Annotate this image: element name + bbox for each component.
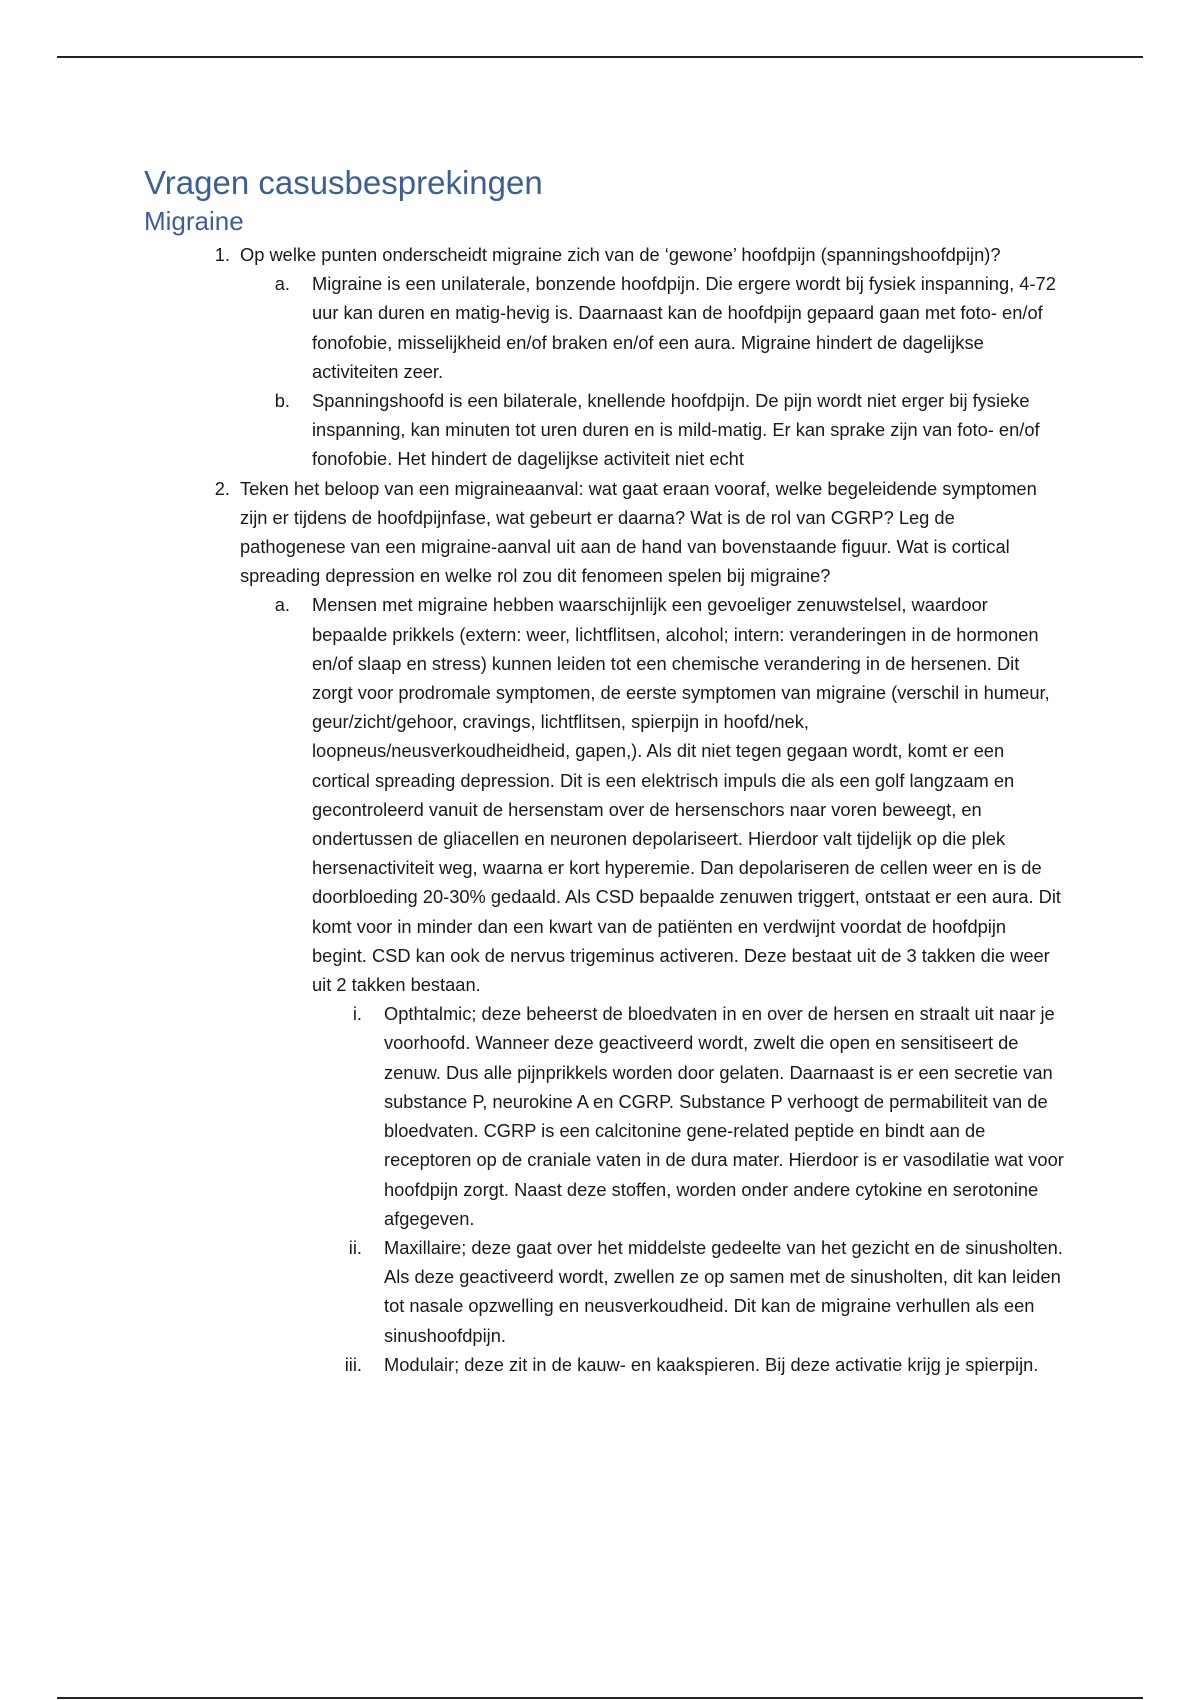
subitem xyxy=(312,999,1064,1233)
subitem-marker: i. xyxy=(352,1003,362,1025)
subitem-list xyxy=(240,999,1064,1379)
answer-text: Migraine is een unilaterale, bonzende hoofdpijn. Die ergere wordt bij fysiek inspanning, 4-72 uur kan duren en matig-hevig is. Daarnaast kan de hoofdpijn gepaard gaan met foto- en/of fonofobie, misselijkheid en/of braken en/of een aura. Migraine hindert de dagelijkse activiteiten zeer. xyxy=(312,273,1056,382)
answer-list xyxy=(144,269,1064,473)
document-content xyxy=(144,162,1064,1379)
answer-marker: b. xyxy=(274,390,290,412)
answer-item xyxy=(240,590,1064,999)
question-text: Op welke punten onderscheidt migraine zich van de ‘gewone’ hoofdpijn (spanningshoofdpijn)? xyxy=(240,244,1001,265)
question-item xyxy=(144,240,1064,269)
answer-list xyxy=(144,590,1064,1378)
subitem xyxy=(312,1350,1064,1379)
question-list xyxy=(144,240,1064,1379)
answer-item xyxy=(240,386,1064,474)
document-title: Vragen casusbesprekingen xyxy=(144,164,543,201)
question-number: 1. xyxy=(214,244,230,265)
footer-rule xyxy=(57,1697,1143,1699)
subitem-text: Maxillaire; deze gaat over het middelste gedeelte van het gezicht en de sinusholten. Als deze geactiveerd wordt, zwellen ze op samen met de sinusholten, dit kan leiden tot nasale opzwelling en neusverkoudheid. Dit kan de migraine verhullen als een sinushoofdpijn. xyxy=(384,1236,1063,1346)
subitem-text: Modulair; deze zit in de kauw- en kaakspieren. Bij deze activatie krijg je spierpijn. xyxy=(384,1353,1039,1375)
question-item xyxy=(144,474,1064,591)
answer-item xyxy=(240,269,1064,386)
answer-marker: a. xyxy=(274,594,290,616)
header-rule xyxy=(57,56,1143,58)
section-heading: Migraine xyxy=(144,206,244,236)
answer-marker: a. xyxy=(274,273,290,295)
subitem-text: Opthtalmic; deze beheerst de bloedvaten in en over de hersen en straalt uit naar je voorhoofd. Wanneer deze geactiveerd wordt, zwelt die open en sensitiseert de zenuw. Dus alle pijnprikkels worden door gelaten. Daarnaast is er een secretie van substance P, neurokine A en CGRP. Substance P verhoogt de permabiliteit van de bloedvaten. CGRP is een calcitonine gene-related peptide en bindt aan de receptoren op de craniale vaten in de dura mater. Hierdoor is er vasodilatie wat voor hoofdpijn zorgt. Naast deze stoffen, worden onder andere cytokine en serotonine afgegeven. xyxy=(384,1003,1064,1229)
answer-text: Mensen met migraine hebben waarschijnlijk een gevoeliger zenuwstelsel, waardoor bepaalde prikkels (extern: weer, lichtflitsen, alcohol; intern: veranderingen in de hormonen en/of slaap en stress) kunnen leiden tot een chemische verandering in de hersenen. Dit zorgt voor prodromale symptomen, de eerste symptomen van migraine (verschil in humeur, geur/zicht/gehoor, cravings, lichtflitsen, spierpijn in hoofd/nek, loopneus/neusverkoudheidheid, gapen,). Als dit niet tegen gegaan wordt, komt er een cortical spreading depression. Dit is een elektrisch impuls die als een golf langzaam en gecontroleerd vanuit de hersenstam over de hersenschors naar voren beweegt, en ondertussen de gliacellen en neuronen depolariseert. Hierdoor valt tijdelijk op die plek hersenactiviteit weg, waarna er kort hyperemie. Dan depolariseren de cellen weer en is de doorbloeding 20-30% gedaald. Als CSD bepaalde zenuwen triggert, ontstaat er een aura. Dit komt voor in minder dan een kwart van de patiënten en verdwijnt voordat de hoofdpijn begint. CSD kan ook de nervus trigeminus activeren. Deze bestaat uit de 3 takken die weer uit 2 takken bestaan. xyxy=(312,594,1062,996)
subitem xyxy=(312,1233,1064,1350)
subitem-marker: iii. xyxy=(344,1353,362,1375)
subitem-marker: ii. xyxy=(348,1236,362,1258)
question-text: Teken het beloop van een migraineaanval: wat gaat eraan vooraf, welke begeleidende symptomen zijn er tijdens de hoofdpijnfase, wat gebeurt er daarna? Wat is de rol van CGRP? Leg de pathogenese van een migraine-aanval uit aan de hand van bovenstaande figuur. Wat is cortical spreading depression en welke rol zou dit fenomeen spelen bij migraine? xyxy=(240,477,1037,587)
answer-text: Spanningshoofd is een bilaterale, knellende hoofdpijn. De pijn wordt niet erger bij fysieke inspanning, kan minuten tot uren duren en is mild-matig. Er kan sprake zijn van foto- en/of fonofobie. Het hindert de dagelijkse activiteit niet echt xyxy=(312,390,1040,470)
question-number: 2. xyxy=(214,477,230,499)
